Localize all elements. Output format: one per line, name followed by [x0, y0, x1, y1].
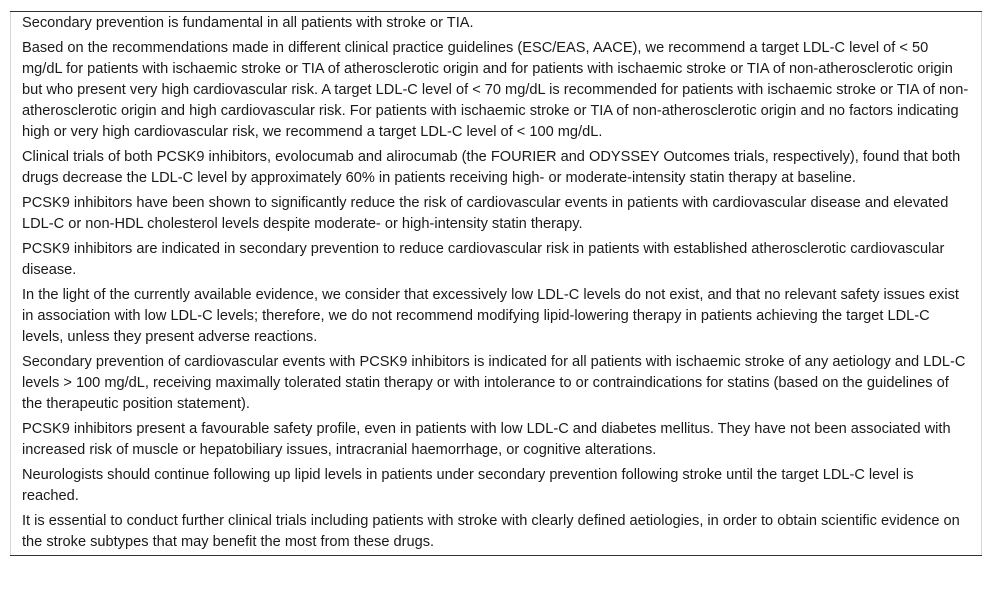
recommendation-cell: Secondary prevention is fundamental in all patients with stroke or TIA. [11, 12, 982, 37]
table-row [11, 418, 982, 464]
recommendation-cell: It is essential to conduct further clinical trials including patients with stroke with clearly defined aetiologies, in order to obtain scientific evidence on the stroke subtypes that may benefit the most from these drugs. [11, 510, 982, 556]
table-row [11, 192, 982, 238]
recommendation-cell: PCSK9 inhibitors have been shown to significantly reduce the risk of cardiovascular events in patients with cardiovascular disease and elevated LDL-C or non-HDL cholesterol levels despite moderate- or high-intensity statin therapy. [11, 192, 982, 238]
table-row [11, 464, 982, 510]
recommendation-cell: Neurologists should continue following up lipid levels in patients under secondary prevention following stroke until the target LDL-C level is reached. [11, 464, 982, 510]
table-row [11, 146, 982, 192]
recommendation-cell: PCSK9 inhibitors are indicated in secondary prevention to reduce cardiovascular risk in patients with established atherosclerotic cardiovascular disease. [11, 238, 982, 284]
recommendation-cell: In the light of the currently available evidence, we consider that excessively low LDL-C levels do not exist, and that no relevant safety issues exist in association with low LDL-C levels; therefore, we do not recommend modifying lipid-lowering therapy in patients achieving the target LDL-C levels, unless they present adverse reactions. [11, 284, 982, 351]
recommendation-cell: Based on the recommendations made in different clinical practice guidelines (ESC/EAS, AACE), we recommend a target LDL-C level of < 50 mg/dL for patients with ischaemic stroke or TIA of atherosclerotic origin and for patients with ischaemic stroke or TIA of non-atherosclerotic origin but who present very high cardiovascular risk. A target LDL-C level of < 70 mg/dL is recommended for patients with ischaemic stroke or TIA of non-atherosclerotic origin and high cardiovascular risk. For patients with ischaemic stroke or TIA of non-atherosclerotic origin and no factors indicating high or very high cardiovascular risk, we recommend a target LDL-C level of < 100 mg/dL. [11, 37, 982, 146]
table-row [11, 284, 982, 351]
recommendation-cell: Secondary prevention of cardiovascular events with PCSK9 inhibitors is indicated for all patients with ischaemic stroke of any aetiology and LDL-C levels > 100 mg/dL, receiving maximally tolerated statin therapy or with intolerance to or contraindications for statins (based on the guidelines of the therapeutic position statement). [11, 351, 982, 418]
table-row [11, 238, 982, 284]
recommendations-table [10, 12, 982, 555]
table-row [11, 351, 982, 418]
recommendation-cell: Clinical trials of both PCSK9 inhibitors, evolocumab and alirocumab (the FOURIER and ODYSSEY Outcomes trials, respectively), found that both drugs decrease the LDL-C level by approximately 60% in patients receiving high- or moderate-intensity statin therapy at baseline. [11, 146, 982, 192]
table-row [11, 12, 982, 37]
table-row [11, 37, 982, 146]
recommendation-cell: PCSK9 inhibitors present a favourable safety profile, even in patients with low LDL-C and diabetes mellitus. They have not been associated with increased risk of muscle or hepatobiliary issues, intracranial haemorrhage, or cognitive alterations. [11, 418, 982, 464]
table-row [11, 510, 982, 556]
recommendations-table-wrapper [10, 11, 982, 556]
